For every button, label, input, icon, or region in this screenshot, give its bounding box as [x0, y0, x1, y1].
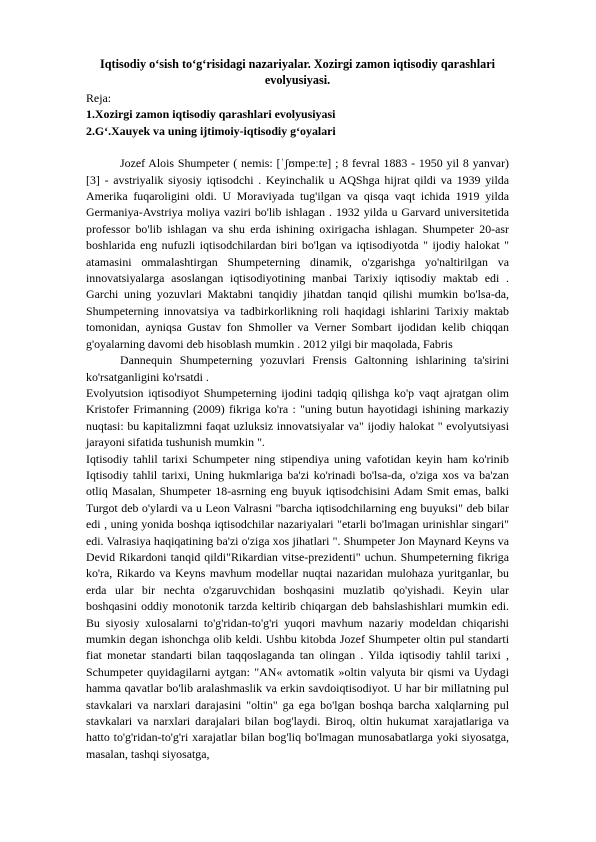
spacer	[86, 139, 509, 155]
document-title: Iqtisodiy o‘sish to‘g‘risidagi nazariyalar. Xozirgi zamon iqtisodiy qarashlari evolyusiyasi.	[100, 57, 495, 87]
plan-item-1: 1.Xozirgi zamon iqtisodiy qarashlari evolyusiyasi	[86, 107, 336, 122]
paragraph-shumpeter-bio: Jozef Alois Shumpeter ( nemis: [ˈʃʊmpeːtɐ] ; 8 fevral 1883 - 1950 yil 8 yanvar) [3] - avstriyalik siyosiy iqtisodchi . Keyinchalik u AQShga hijrat qildi va 1939 yilda Amerika fuqaroligini oldi. U Moraviyada tug'ilgan va qisqa vaqt ichida 1919 yilda Germaniya-Avstriya moliya vaziri bo'lib ishlagan . 1932 yilda u Garvard universitetida professor bo'lib ishlagan va shu erda ishining oxirigacha ishlagan. Shumpeter 20-asr boshlarida eng nufuzli iqtisodchilardan biri bo'lgan va iqtisodiyotda " ijodiy halokat " atamasini ommalashtirgan Shumpeterning dinamik, o'zgarishga yo'naltirilgan va innovatsiyalarga asoslangan iqtisodiyotining manbai Tarixiy iqtisodiy maktab edi . Garchi uning yozuvlari Maktabni tanqidiy jihatdan tanqid qilishi mumkin bo'lsa-da, Shumpeterning innovatsiya va tadbirkorlikning roli haqidagi ishlarini Tarixiy maktab tomonidan, ayniqsa Gustav fon Shmoller va Verner Sombart ijodidan kelib chiqqan g'oyalarning davomi deb hisoblash mumkin . 2012 yilgi bir maqolada, Fabris	[86, 156, 509, 351]
plan-item-2: 2.G‘.Xauyek va uning ijtimoiy-iqtisodiy g‘oyalari	[86, 123, 336, 138]
paragraph-evolution: Evolyutsion iqtisodiyot Shumpeterning ijodini tadqiq qilishga ko'p vaqt ajratgan olim Kristofer Frimanning (2009) fikriga ko'ra : "uning butun hayotidagi ishining markaziy nuqtasi: bu kapitalizmni faqat uzluksiz innovatsiyalar va" ijodiy halokat " evolyutsiyasi jarayoni sifatida tushunish mumkin ".	[86, 385, 509, 450]
paragraph-analysis-history: Iqtisodiy tahlil tarixi Schumpeter ning stipendiya uning vafotidan keyin ham ko'rinib Iqtisodiy tahlil tarixi, Uning hukmlariga ba'zi ko'rinadi bo'lsa-da, o'ziga xos va ba'zan otliq Masalan, Shumpeter 18-asrning eng buyuk iqtisodchisini Adam Smit emas, balki Turgot deb o'ylardi va u Leon Valrasni "barcha iqtisodchilarning eng buyuksi" deb bilar edi , uning yonida boshqa iqtisodchilar nazariyalari "etarli bo'lmagan urinishlar singari" edi. Valrasiya haqiqatining ba'zi o'ziga xos jihatlari ". Shumpeter Jon Maynard Keyns va Devid Rikardoni tanqid qildi"Rikardian vitse-prezidenti" uchun. Shumpeterning fikriga ko'ra, Rikardo va Keyns mavhum modellar nuqtai nazaridan mulohaza yuritganlar, bu erda ular bir nechta o'zgaruvchidan boshqasini muzlatib qo'yishadi. Keyin ular boshqasini oddiy monotonik tarzda keltirib chiqargan deb bahslashishlari mumkin edi. Bu siyosiy xulosalarni to'g'ridan-to'g'ri yuqori mavhum nazariy modeldan chiqarishi mumkin degan ishonchga olib keldi. Ushbu kitobda Jozef Shumpeter oltin pul standarti fiat monetar standarti bilan taqqoslaganda tan olingan . Yilda iqtisodiy tahlil tarixi , Schumpeter quyidagilarni aytgan: "AN« avtomatik »oltin valyuta bir qismi va Uydagi hamma qavatlar bo'lib aralashmaslik va erkin savdoiqtisodiyot. U har bir millatning pul stavkalari va narxlari darajasini "oltin" ga ega bo'lgan boshqa barcha xalqlarning pul stavkalari va narxlari darajalari bilan bog'laydi. Biroq, oltin hukumat xarajatlariga va hatto to'g'ridan-to'g'ri xarajatlar bilan bog'liq bo'lmagan munosabatlarga yoki siyosatga, masalan, tashqi siyosatga,	[86, 451, 509, 761]
paragraph-dannequin: Dannequin Shumpeterning yozuvlari Frensis Galtonning ishlarining ta'sirini ko'rsatganligini ko'rsatdi .	[86, 353, 509, 384]
document-page	[86, 56, 509, 762]
plan-label: Reja:	[86, 91, 112, 105]
